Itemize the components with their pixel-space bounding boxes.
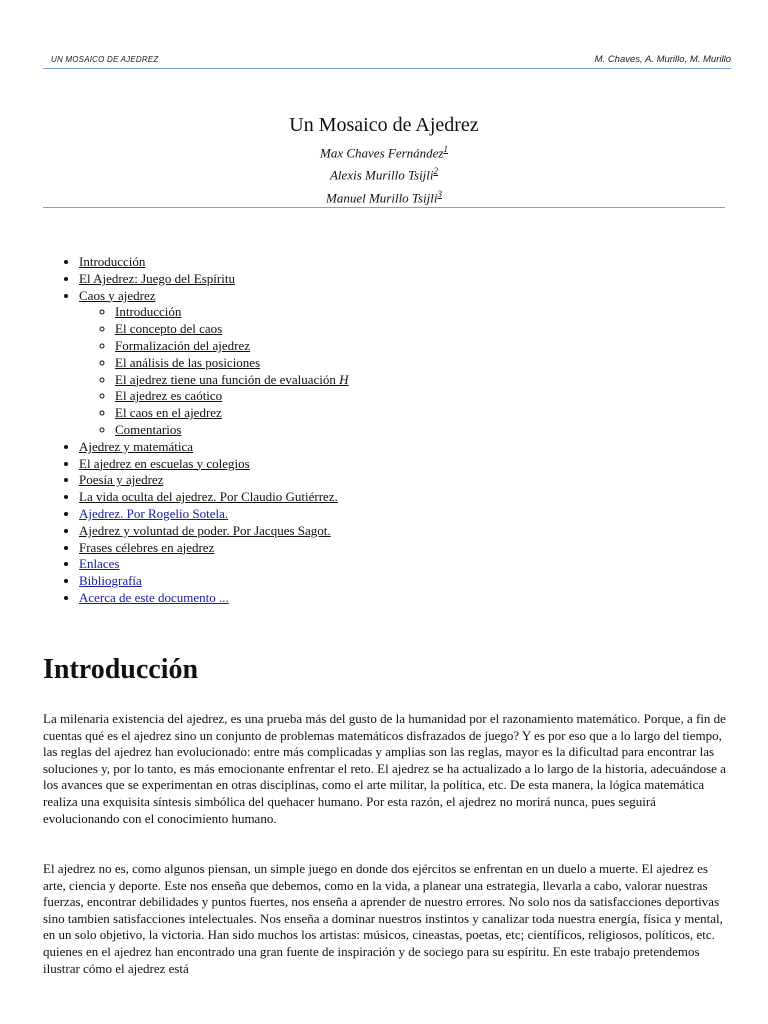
author-name: Alexis Murillo Tsijli (329, 167, 434, 183)
toc-sublink-comentarios[interactable]: Comentarios (115, 421, 182, 437)
toc-item (79, 540, 349, 557)
toc-item (79, 590, 349, 607)
author-name: Max Chaves Fernández (320, 145, 444, 161)
toc-link-vida-oculta[interactable]: La vida oculta del ajedrez. Por Claudio Gutiérrez. (79, 489, 338, 505)
toc-list (43, 254, 349, 607)
toc-link-matematica[interactable]: Ajedrez y matemática (79, 438, 194, 454)
section-heading: Introducción (43, 654, 199, 685)
toc-link-caos-y-ajedrez[interactable]: Caos y ajedrez (79, 287, 156, 303)
toc-subitem (115, 422, 349, 439)
toc-link-frases[interactable]: Frases célebres en ajedrez (79, 539, 215, 555)
toc-sublink-funcion-evaluacion[interactable] (115, 372, 349, 387)
toc-link-poesia[interactable]: Poesía y ajedrez (79, 472, 164, 488)
table-of-contents (43, 254, 349, 607)
paragraph: La milenaria existencia del ajedrez, es una prueba más del gusto de la humanidad por el razonamiento matemático. Porque, a fin de cuentas qué es el ajedrez sino un conjunto de problemas matemáticos disfrazados de juego? Y es por eso que a lo largo del tiempo, las reglas del ajedrez han evolucionado: entre más complicadas y amplias son las reglas, mayor es la dificultad para encontrar las soluciones y, por lo tanto, es más emocionante enfrentar el reto. El ajedrez se ha actualizado a lo largo de la historia, adecuándose a los avances que se experimentan en otras disciplinas, como el arte militar, la política, etc. De esta manera, la lógica matemática realiza una exquisita síntesis simbólica del quehacer humano. Por esta razón, el ajedrez no morirá nunca, pues seguirá evolucionando con el conocimiento humano. (43, 711, 726, 826)
running-header-title: UN MOSAICO DE AJEDREZ (51, 55, 159, 64)
toc-subitem (115, 304, 349, 321)
toc-sublink-caotico[interactable]: El ajedrez es caótico (115, 388, 223, 404)
toc-link-rogelio-sotela[interactable]: Ajedrez. Por Rogelio Sotela. (79, 505, 229, 521)
eval-symbol: H (339, 371, 349, 387)
toc-subitem (115, 321, 349, 338)
running-header (43, 52, 731, 69)
toc-link-bibliografia[interactable]: Bibliografía (79, 573, 142, 589)
author-1 (43, 140, 725, 162)
toc-item (79, 456, 349, 473)
title-divider (43, 207, 725, 208)
toc-item (79, 439, 349, 456)
toc-subitem (115, 338, 349, 355)
toc-item (79, 489, 349, 506)
toc-link-jacques-sagot[interactable]: Ajedrez y voluntad de poder. Por Jacques Sagot. (79, 522, 331, 538)
toc-subitem (115, 372, 349, 389)
toc-item (79, 523, 349, 540)
running-header-authors: M. Chaves, A. Murillo, M. Murillo (594, 54, 731, 65)
toc-item (79, 556, 349, 573)
footnote-link[interactable]: 1 (443, 144, 448, 154)
toc-item (79, 288, 349, 439)
document-title: Un Mosaico de Ajedrez (289, 114, 479, 136)
toc-subitem (115, 388, 349, 405)
toc-sublink-introduccion[interactable]: Introducción (115, 304, 182, 320)
author-name: Manuel Murillo Tsijli (326, 189, 438, 205)
paragraph: El ajedrez no es, como algunos piensan, un simple juego en donde dos ejércitos se enfrentan en un duelo a muerte. El ajedrez es arte, ciencia y deporte. Este nos enseña que debemos, como en la vida, a planear una estrategia, llevarla a cabo, valorar nuestras fuerzas, encontrar debilidades y puntos fuertes, nos enseña a aprender de nuestro errores. No solo nos da satisfacciones deportivas sino tambien satisfacciones intelectuales. Nos enseña a dominar nuestros instintos y canalizar toda nuestra energía, física y mental, en un solo objetivo, la victoria. Han sido muchos los artistas: músicos, cineastas, poetas, etc; científicos, religiosos, políticos, etc. quienes en el ajedrez han encontrado una gran fuente de inspiración y de sociego para su espíritu. En este trabajo pretendemos ilustrar cómo el ajedrez está (43, 861, 723, 976)
toc-item (79, 573, 349, 590)
toc-subitem (115, 405, 349, 422)
toc-sublist (79, 304, 349, 438)
author-3 (43, 185, 725, 207)
toc-link-enlaces[interactable]: Enlaces (79, 556, 120, 572)
toc-link-juego-del-espiritu[interactable]: El Ajedrez: Juego del Espíritu (79, 270, 235, 286)
toc-link-escuelas[interactable]: El ajedrez en escuelas y colegios (79, 455, 250, 471)
toc-item (79, 271, 349, 288)
toc-sublink-formalizacion[interactable]: Formalización del ajedrez (115, 337, 250, 353)
toc-item (79, 254, 349, 271)
toc-sublink-concepto-caos[interactable]: El concepto del caos (115, 321, 223, 337)
author-2 (43, 162, 725, 184)
footnote-link[interactable]: 2 (433, 166, 439, 177)
toc-link-acerca[interactable]: Acerca de este documento ... (79, 589, 229, 605)
toc-link-introduccion[interactable]: Introducción (79, 254, 146, 269)
toc-sublink-caos-en-ajedrez[interactable]: El caos en el ajedrez (115, 405, 222, 421)
toc-item (79, 472, 349, 489)
footnote-link[interactable]: 3 (437, 188, 442, 199)
toc-subitem (115, 355, 349, 372)
toc-sublink-analisis[interactable]: El análisis de las posiciones (115, 354, 261, 370)
toc-sublink-label: El ajedrez tiene una función de evaluación (115, 371, 340, 387)
title-block (43, 114, 725, 207)
toc-item (79, 506, 349, 523)
